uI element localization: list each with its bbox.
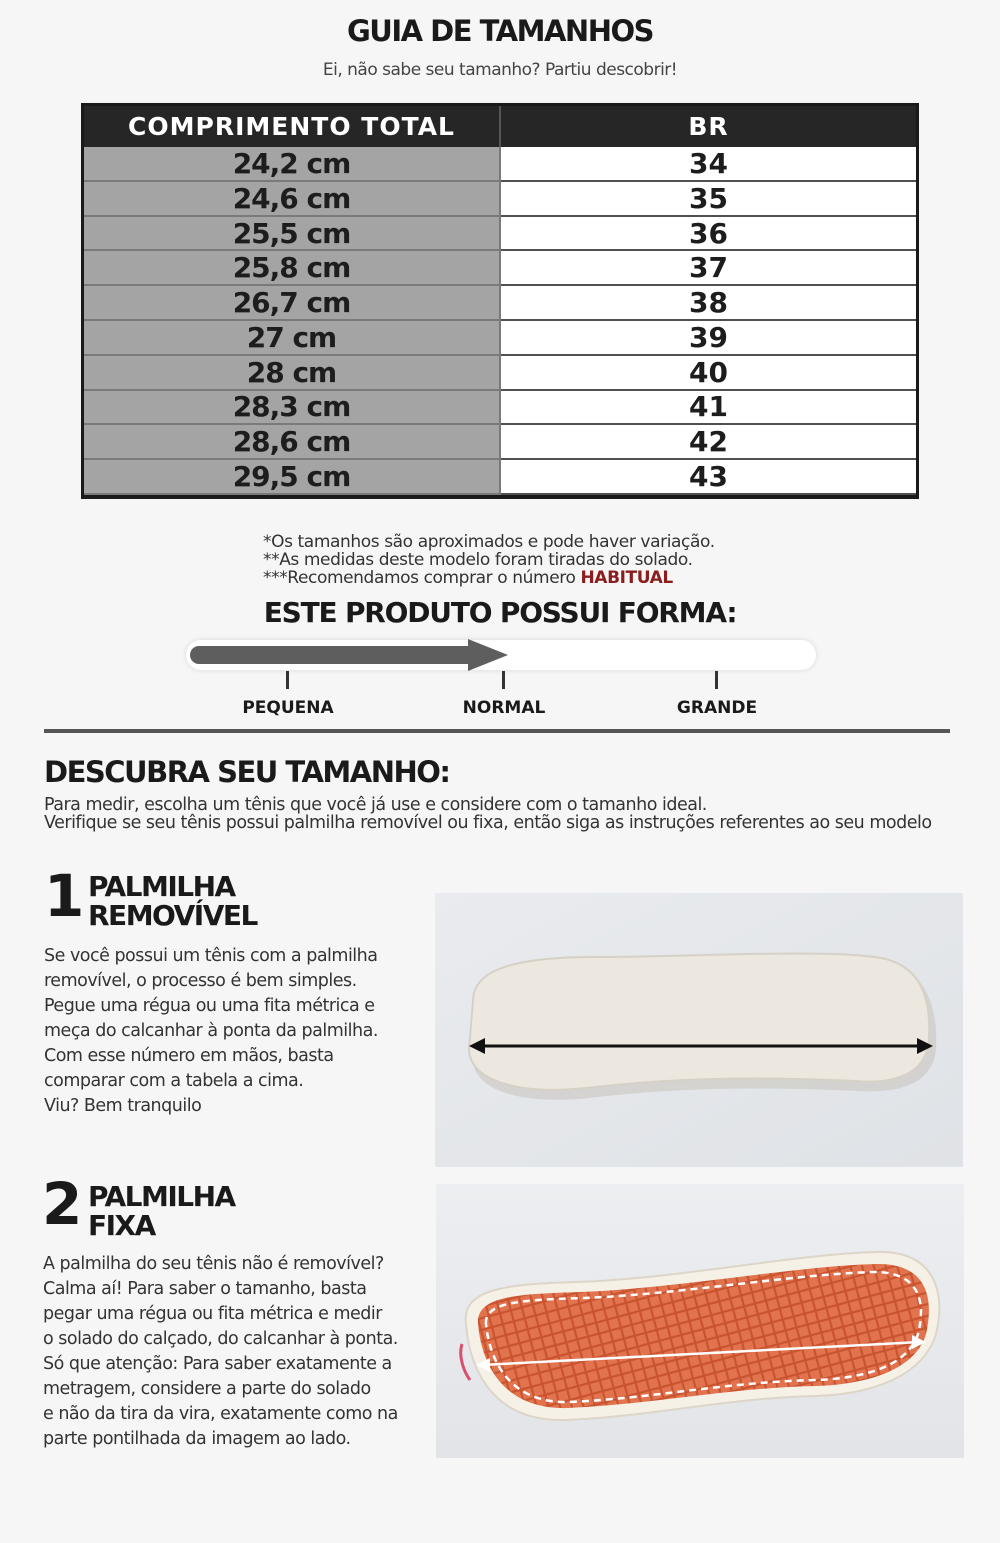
discover-text	[44, 796, 932, 832]
length-cell: 24,6 cm	[84, 182, 501, 217]
tick-mark	[502, 671, 505, 689]
length-cell: 29,5 cm	[84, 460, 501, 495]
body-line: comparar com a tabela a cima.	[44, 1071, 304, 1091]
length-cell: 26,7 cm	[84, 286, 501, 321]
note-line	[263, 569, 715, 587]
note-highlight: HABITUAL	[580, 568, 673, 588]
length-cell: 28,6 cm	[84, 425, 501, 460]
body-line: A palmilha do seu tênis não é removível?	[43, 1254, 384, 1274]
length-cell: 24,2 cm	[84, 147, 501, 182]
table-row	[84, 147, 916, 182]
fit-title: ESTE PRODUTO POSSUI FORMA:	[263, 596, 737, 629]
discover-line: Verifique se seu tênis possui palmilha removível ou fixa, então siga as instruções referentes ao seu modelo	[44, 813, 932, 833]
fit-scale-bar	[190, 646, 470, 664]
note-line: **As medidas deste modelo foram tiradas do solado.	[263, 550, 693, 570]
fit-label-normal: NORMAL	[462, 698, 546, 718]
length-cell: 27 cm	[84, 321, 501, 356]
body-line: Viu? Bem tranquilo	[44, 1096, 202, 1116]
body-line: metragem, considere a parte do solado	[43, 1379, 371, 1399]
step-title	[88, 872, 257, 930]
step-title-line: REMOVÍVEL	[88, 899, 257, 932]
page-title: GUIA DE TAMANHOS	[346, 14, 654, 48]
length-cell: 25,5 cm	[84, 217, 501, 252]
discover-line: Para medir, escolha um tênis que você já use e considere com o tamanho ideal.	[44, 795, 707, 815]
body-line: e não da tira da vira, exatamente como na	[43, 1404, 398, 1424]
br-size-cell: 42	[501, 425, 916, 460]
size-table	[81, 103, 919, 499]
page-subtitle: Ei, não sabe seu tamanho? Partiu descobrir!	[322, 60, 678, 80]
table-row	[84, 425, 916, 460]
step-number: 2	[42, 1170, 81, 1238]
table-row	[84, 286, 916, 321]
length-cell: 25,8 cm	[84, 251, 501, 286]
length-cell: 28 cm	[84, 356, 501, 391]
column-header-length: COMPRIMENTO TOTAL	[84, 106, 501, 147]
fit-label-small: PEQUENA	[242, 698, 334, 718]
body-line: Pegue uma régua ou uma fita métrica e	[44, 996, 375, 1016]
br-size-cell: 38	[501, 286, 916, 321]
br-size-cell: 41	[501, 391, 916, 426]
notes-block	[263, 533, 715, 587]
body-line: Com esse número em mãos, basta	[44, 1046, 334, 1066]
br-size-cell: 39	[501, 321, 916, 356]
tick-mark	[286, 671, 289, 689]
table-row	[84, 321, 916, 356]
table-row	[84, 251, 916, 286]
table-row	[84, 460, 916, 495]
table-row	[84, 217, 916, 252]
fixed-sole-photo	[436, 1184, 964, 1458]
br-size-cell: 43	[501, 460, 916, 495]
column-header-br: BR	[688, 112, 729, 141]
step-body	[44, 944, 378, 1119]
br-size-cell: 37	[501, 251, 916, 286]
note-line: *Os tamanhos são aproximados e pode haver variação.	[263, 532, 715, 552]
step-title-line: PALMILHA	[88, 870, 235, 903]
body-line: removível, o processo é bem simples.	[44, 971, 357, 991]
table-header	[84, 106, 916, 147]
step-body	[43, 1252, 398, 1452]
step-title	[88, 1182, 235, 1240]
fit-label-large: GRANDE	[676, 698, 758, 718]
section-divider	[44, 729, 950, 733]
removable-insole-photo	[435, 893, 963, 1167]
step-title-line: FIXA	[88, 1209, 155, 1242]
table-row	[84, 182, 916, 217]
br-size-cell: 34	[501, 147, 916, 182]
body-line: Só que atenção: Para saber exatamente a	[43, 1354, 392, 1374]
note-text: ***Recomendamos comprar o número	[263, 568, 576, 588]
body-line: meça do calcanhar à ponta da palmilha.	[44, 1021, 378, 1041]
br-size-cell: 36	[501, 217, 916, 252]
br-size-cell: 35	[501, 182, 916, 217]
table-row	[84, 391, 916, 426]
discover-title: DESCUBRA SEU TAMANHO:	[44, 755, 450, 789]
br-size-cell: 40	[501, 356, 916, 391]
body-line: parte pontilhada da imagem ao lado.	[43, 1429, 351, 1449]
body-line: pegar uma régua ou fita métrica e medir	[43, 1304, 382, 1324]
tick-mark	[715, 671, 718, 689]
arrow-right-icon	[468, 639, 508, 671]
table-row	[84, 356, 916, 391]
step-number: 1	[44, 862, 83, 930]
length-cell: 28,3 cm	[84, 391, 501, 426]
step-title-line: PALMILHA	[88, 1180, 235, 1213]
body-line: Se você possui um tênis com a palmilha	[44, 946, 378, 966]
body-line: Calma aí! Para saber o tamanho, basta	[43, 1279, 367, 1299]
body-line: o solado do calçado, do calcanhar à ponta.	[43, 1329, 398, 1349]
